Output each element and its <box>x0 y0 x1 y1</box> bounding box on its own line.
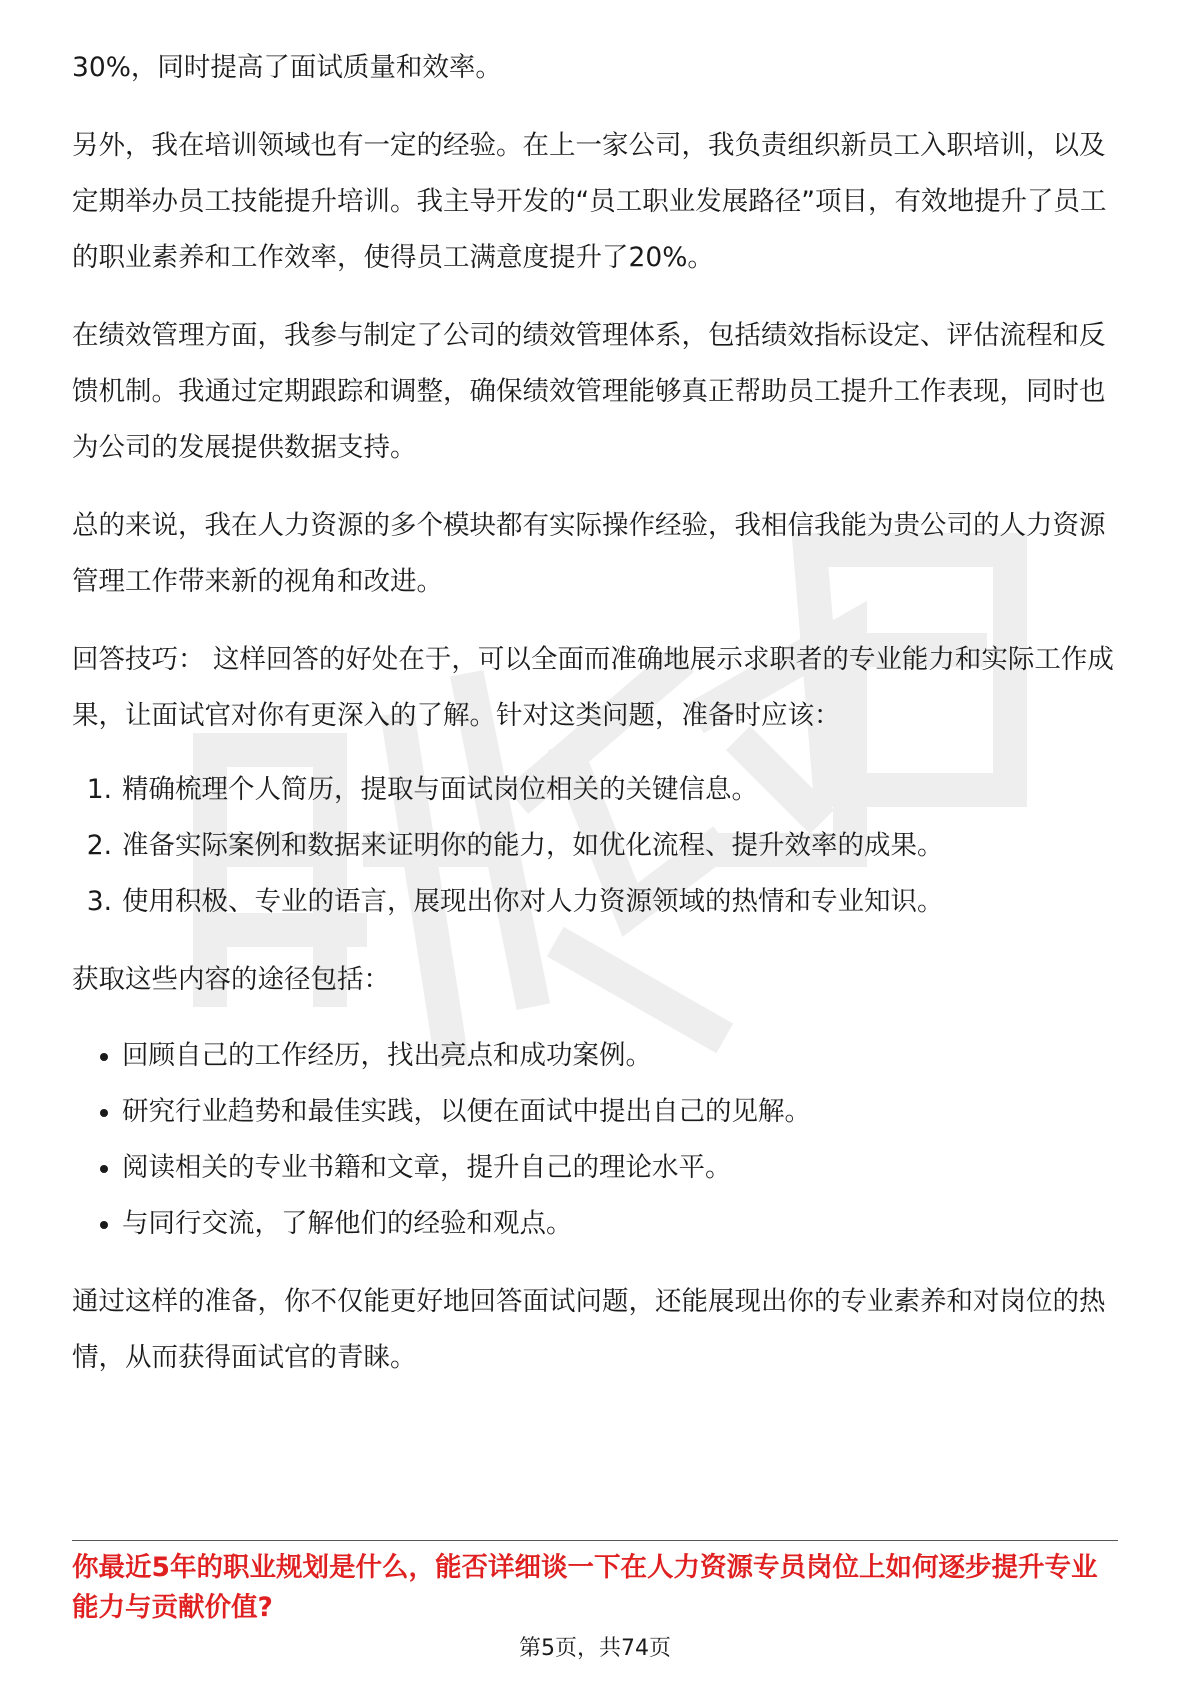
bullet-icon <box>72 1028 122 1084</box>
list-item-text: 回顾自己的工作经历，找出亮点和成功案例。 <box>122 1040 652 1071</box>
list-number: 2. <box>86 830 112 861</box>
paragraph-training: 另外，我在培训领域也有一定的经验。在上一家公司，我负责组织新员工入职培训，以及定期举办员工技能提升培训。我主导开发的“员工职业发展路径”项目，有效地提升了员工的职业素养和工作效率，使得员工满意度提升了20%。 <box>72 130 1107 273</box>
bullet-icon <box>72 1084 122 1140</box>
section-divider <box>72 1540 1118 1541</box>
list-item-text: 阅读相关的专业书籍和文章，提升自己的理论水平。 <box>122 1152 732 1183</box>
list-item <box>72 1028 1118 1084</box>
paragraph-answer-tips: 回答技巧： 这样回答的好处在于，可以全面而准确地展示求职者的专业能力和实际工作成果，让面试官对你有更深入的了解。针对这类问题，准备时应该： <box>72 644 1114 731</box>
list-item <box>72 818 1118 874</box>
list-item <box>72 1196 1118 1252</box>
list-item-text: 研究行业趋势和最佳实践，以便在面试中提出自己的见解。 <box>122 1096 811 1127</box>
list-item-text: 与同行交流，了解他们的经验和观点。 <box>122 1208 573 1239</box>
paragraph-continuation: 30%，同时提高了面试质量和效率。 <box>72 52 502 83</box>
paragraph-performance: 在绩效管理方面，我参与制定了公司的绩效管理体系，包括绩效指标设定、评估流程和反馈机制。我通过定期跟踪和调整，确保绩效管理能够真正帮助员工提升工作表现，同时也为公司的发展提供数据支持。 <box>72 320 1106 463</box>
list-item <box>72 1140 1118 1196</box>
bullet-list <box>72 1028 1118 1252</box>
list-item <box>72 874 1118 930</box>
list-number: 3. <box>86 886 112 917</box>
bullet-icon <box>72 1196 122 1252</box>
list-item-text: 使用积极、专业的语言，展现出你对人力资源领域的热情和专业知识。 <box>122 886 944 917</box>
paragraph-summary: 总的来说，我在人力资源的多个模块都有实际操作经验，我相信我能为贵公司的人力资源管理工作带来新的视角和改进。 <box>72 510 1106 597</box>
list-item <box>72 762 1118 818</box>
list-item-text: 准备实际案例和数据来证明你的能力，如优化流程、提升效率的成果。 <box>122 830 944 861</box>
list-number: 1. <box>86 774 112 805</box>
document-body <box>72 40 1118 1386</box>
numbered-list <box>72 762 1118 930</box>
list-item <box>72 1084 1118 1140</box>
list-item-text: 精确梳理个人简历，提取与面试岗位相关的关键信息。 <box>122 774 758 805</box>
bullet-icon <box>72 1140 122 1196</box>
page-number: 第5页，共74页 <box>519 1636 671 1661</box>
paragraph-closing: 通过这样的准备，你不仅能更好地回答面试问题，还能展现出你的专业素养和对岗位的热情，从而获得面试官的青睐。 <box>72 1286 1106 1373</box>
paragraph-sources-intro: 获取这些内容的途径包括： <box>72 964 390 995</box>
next-question-heading: 你最近5年的职业规划是什么，能否详细谈一下在人力资源专员岗位上如何逐步提升专业能力与贡献价值? <box>72 1552 1098 1623</box>
